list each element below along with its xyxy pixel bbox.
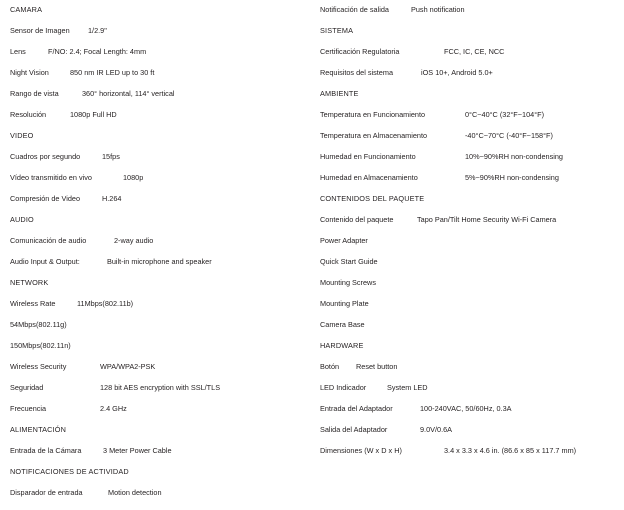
spec-row-label: Rango de vista (10, 89, 59, 98)
spec-row-value: 128 bit AES encryption with SSL/TLS (100, 383, 221, 392)
spec-row-label: Entrada de la Cámara (10, 446, 82, 455)
spec-row-label: Contenido del paquete (320, 215, 394, 224)
spec-row-value: FCC, IC, CE, NCC (444, 47, 505, 56)
spec-section-header (320, 90, 614, 111)
spec-row-label: Temperatura en Almacenamiento (320, 131, 428, 140)
spec-row-label: LED Indicador (320, 383, 367, 392)
spec-row-value: F/NO: 2.4; Focal Length: 4mm (48, 47, 147, 56)
spec-section-header (10, 468, 304, 489)
spec-section-header (10, 216, 304, 237)
spec-row-value: 1080p Full HD (70, 110, 117, 119)
spec-row-value: 15fps (102, 152, 120, 161)
spec-row (10, 489, 304, 510)
spec-row-value: -40°C~70°C (-40°F~158°F) (465, 131, 553, 140)
spec-row-value: 54Mbps(802.11g) (10, 320, 67, 329)
spec-row-label: Resolución (10, 110, 47, 119)
spec-row-label: Comunicación de audio (10, 236, 87, 245)
spec-row (320, 384, 614, 405)
spec-row-value: Tapo Pan/Tilt Home Security Wi-Fi Camera (417, 215, 557, 224)
spec-row-value: 1080p (123, 173, 144, 182)
spec-row (10, 195, 304, 216)
spec-row-label: Botón (320, 362, 340, 371)
spec-row-value: 0°C~40°C (32°F~104°F) (465, 110, 545, 119)
spec-row-value: 360° horizontal, 114° vertical (82, 89, 175, 98)
spec-section-header (320, 342, 614, 363)
spec-row (320, 48, 614, 69)
spec-row-value: 10%~90%RH non-condensing (465, 152, 563, 161)
spec-row (320, 321, 614, 342)
spec-row-value: 850 nm IR LED up to 30 ft (70, 68, 155, 77)
spec-section-label: NOTIFICACIONES DE ACTIVIDAD (10, 467, 129, 476)
spec-row-label: Humedad en Almacenamiento (320, 173, 418, 182)
spec-row-label: Entrada del Adaptador (320, 404, 393, 413)
spec-section-label: AUDIO (10, 215, 34, 224)
spec-row-value: 150Mbps(802.11n) (10, 341, 71, 350)
spec-row (10, 258, 304, 279)
spec-row-label: Seguridad (10, 383, 44, 392)
spec-row-label: Wireless Rate (10, 299, 56, 308)
spec-section-label: HARDWARE (320, 341, 364, 350)
spec-section-header (320, 195, 614, 216)
spec-row-label: Cuadros por segundo (10, 152, 81, 161)
spec-row-value: Motion detection (108, 488, 162, 497)
spec-row (320, 426, 614, 447)
spec-row-label: Camera Base (320, 320, 365, 329)
spec-row-label: Certificación Regulatoria (320, 47, 400, 56)
spec-row-value: 2-way audio (114, 236, 154, 245)
spec-row (10, 384, 304, 405)
spec-row (10, 405, 304, 426)
spec-row (320, 363, 614, 384)
spec-section-label: SISTEMA (320, 26, 354, 35)
spec-row (320, 153, 614, 174)
spec-row (10, 321, 304, 342)
spec-row-label: Audio Input & Output: (10, 257, 80, 266)
spec-row-label: Humedad en Funcionamiento (320, 152, 416, 161)
spec-section-header (10, 6, 304, 27)
spec-row (320, 237, 614, 258)
spec-row-label: Lens (10, 47, 26, 56)
spec-section-header (10, 132, 304, 153)
spec-row-value: 5%~90%RH non-condensing (465, 173, 559, 182)
spec-row (320, 174, 614, 195)
spec-row-label: Quick Start Guide (320, 257, 378, 266)
spec-row-value: 1/2.9" (88, 26, 107, 35)
spec-columns (10, 6, 614, 510)
spec-row-label: Frecuencia (10, 404, 47, 413)
spec-row-label: Notificación de salida (320, 5, 389, 14)
spec-row (320, 216, 614, 237)
spec-column-left (10, 6, 312, 510)
spec-row (10, 48, 304, 69)
spec-row-label: Temperatura en Funcionamiento (320, 110, 426, 119)
spec-row (320, 6, 614, 27)
spec-section-label: VIDEO (10, 131, 34, 140)
spec-row-label: Requisitos del sistema (320, 68, 394, 77)
spec-row-value: 11Mbps(802.11b) (77, 299, 134, 308)
spec-section-label: ALIMENTACIÓN (10, 425, 66, 434)
spec-row-value: WPA/WPA2-PSK (100, 362, 156, 371)
spec-row-value: System LED (387, 383, 428, 392)
spec-row-value: Reset button (356, 362, 398, 371)
spec-row (320, 279, 614, 300)
spec-row-value: 100-240VAC, 50/60Hz, 0.3A (420, 404, 512, 413)
spec-row-label: Wireless Security (10, 362, 67, 371)
spec-row (320, 447, 614, 468)
spec-row-label: Night Vision (10, 68, 49, 77)
spec-row (10, 237, 304, 258)
spec-row (10, 27, 304, 48)
spec-column-right (312, 6, 614, 468)
spec-row (320, 300, 614, 321)
spec-section-label: CONTENIDOS DEL PAQUETE (320, 194, 425, 203)
spec-row-label: Mounting Screws (320, 278, 376, 287)
spec-section-label: AMBIENTE (320, 89, 359, 98)
spec-row-label: Vídeo transmitido en vivo (10, 173, 92, 182)
spec-row-value: iOS 10+, Android 5.0+ (421, 68, 493, 77)
spec-row-value: H.264 (102, 194, 122, 203)
spec-section-label: NETWORK (10, 278, 49, 287)
spec-row (10, 447, 304, 468)
spec-row (10, 363, 304, 384)
spec-row-label: Compresión de Video (10, 194, 81, 203)
spec-row-value: Built-in microphone and speaker (107, 257, 212, 266)
spec-row-label: Mounting Plate (320, 299, 369, 308)
spec-section-header (10, 426, 304, 447)
spec-row (10, 342, 304, 363)
spec-row (320, 258, 614, 279)
spec-row (320, 111, 614, 132)
spec-row-value: 9.0V/0.6A (420, 425, 453, 434)
spec-row (10, 111, 304, 132)
spec-row (10, 153, 304, 174)
spec-row-value: 2.4 GHz (100, 404, 127, 413)
spec-row-label: Salida del Adaptador (320, 425, 388, 434)
spec-row-value: Push notification (411, 5, 465, 14)
spec-row-label: Sensor de Imagen (10, 26, 70, 35)
spec-row-label: Disparador de entrada (10, 488, 83, 497)
spec-section-label: CAMARA (10, 5, 43, 14)
spec-row (10, 90, 304, 111)
spec-row (10, 300, 304, 321)
spec-row (10, 174, 304, 195)
spec-row-label: Dimensiones (W x D x H) (320, 446, 402, 455)
spec-row (320, 132, 614, 153)
spec-row (320, 69, 614, 90)
spec-section-header (320, 27, 614, 48)
spec-section-header (10, 279, 304, 300)
spec-row (320, 405, 614, 426)
spec-row-label: Power Adapter (320, 236, 368, 245)
spec-row-value: 3 Meter Power Cable (103, 446, 172, 455)
spec-row (10, 69, 304, 90)
spec-row-value: 3.4 x 3.3 x 4.6 in. (86.6 x 85 x 117.7 mm) (444, 446, 577, 455)
